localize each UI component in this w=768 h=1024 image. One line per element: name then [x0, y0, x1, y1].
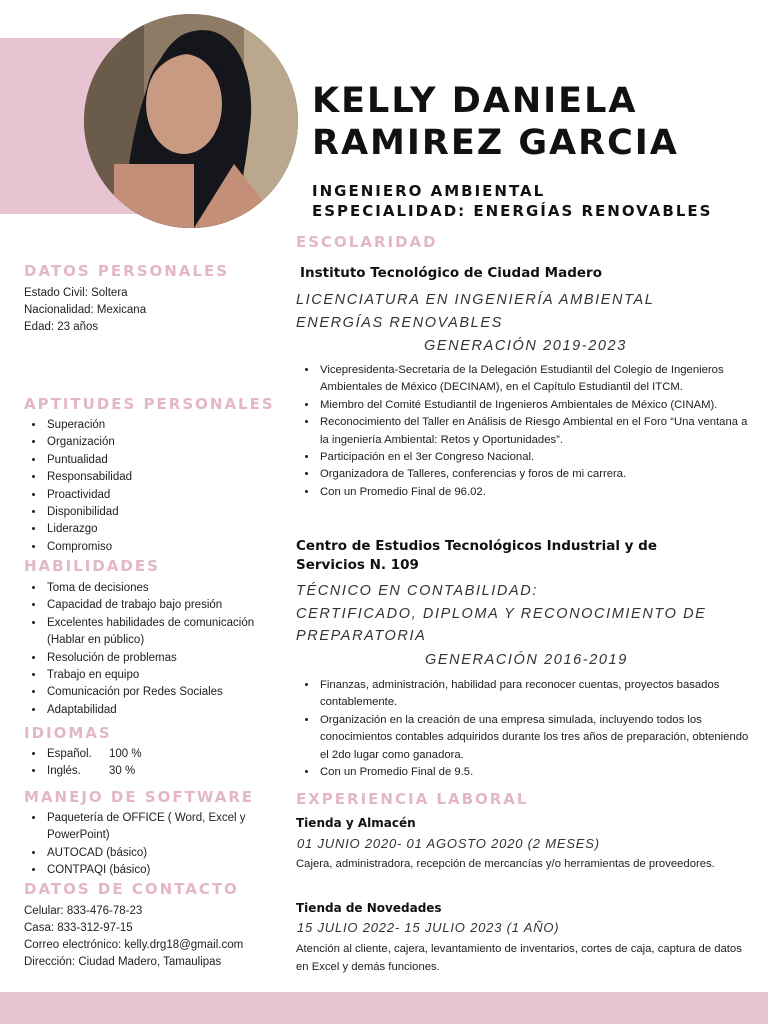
personal-heading: DATOS PERSONALES	[24, 262, 230, 280]
list-item: • Liderazgo	[45, 521, 264, 538]
personal-info	[24, 285, 146, 336]
job-description: Atención al cliente, cajera, levantamiento de inventarios, cortes de caja, captura de datos en Excel y demás funciones.	[296, 943, 742, 973]
degree-line: CERTIFICADO, DIPLOMA Y RECONOCIMIENTO DE	[296, 605, 707, 622]
footer-bar	[0, 992, 768, 1024]
personal-line: Estado Civil: Soltera	[24, 287, 128, 299]
job-period: 01 JUNIO 2020- 01 AGOSTO 2020 (2 MESES)	[297, 836, 600, 851]
job-company: Tienda de Novedades	[296, 901, 442, 915]
list-item: • Reconocimiento del Taller en Análisis de Riesgo Ambiental en el Foro “Una ventana a la ingeniería Ambiental: Retos y Oportunidades”.	[318, 414, 750, 449]
language-name: Inglés.	[47, 765, 81, 778]
list-item: • Con un Promedio Final de 9.5.	[318, 764, 754, 781]
name-line-1: KELLY DANIELA	[312, 81, 638, 121]
list-item: • Excelentes habilidades de comunicación (Hablar en público)	[45, 615, 276, 650]
title-line-2: ESPECIALIDAD: ENERGÍAS RENOVABLES	[312, 202, 713, 220]
job-period: 15 JULIO 2022- 15 JULIO 2023 (1 AÑO)	[297, 920, 560, 935]
education-heading: ESCOLARIDAD	[296, 233, 438, 251]
aptitudes-list	[24, 417, 264, 556]
experience-heading: EXPERIENCIA LABORAL	[296, 790, 529, 808]
school-name	[296, 537, 736, 575]
list-item: • Capacidad de trabajo bajo presión	[45, 597, 276, 614]
list-item: • Participación en el 3er Congreso Nacional.	[318, 449, 750, 466]
contact-email: Correo electrónico: kelly.drg18@gmail.com	[24, 939, 244, 951]
aptitudes-heading: APTITUDES PERSONALES	[24, 395, 275, 413]
list-item: • CONTPAQI (básico)	[45, 862, 264, 879]
list-item: • Organización	[45, 434, 264, 451]
name-line-2: RAMIREZ GARCIA	[312, 123, 679, 163]
contact-address: Dirección: Ciudad Madero, Tamaulipas	[24, 956, 222, 968]
degree-line: LICENCIATURA EN INGENIERÍA AMBIENTAL	[296, 292, 655, 308]
list-item: • Adaptabilidad	[45, 702, 276, 719]
personal-line: Edad: 23 años	[24, 321, 99, 333]
list-item: • Resolución de problemas	[45, 650, 276, 667]
contact-phone: Celular: 833-476-78-23	[24, 905, 143, 917]
list-item: • Compromiso	[45, 539, 264, 556]
contact-heading: DATOS DE CONTACTO	[24, 880, 239, 898]
languages-list	[24, 746, 264, 781]
profile-photo-graphic	[84, 14, 298, 228]
software-heading: MANEJO DE SOFTWARE	[24, 788, 255, 806]
job-company: Tienda y Almacén	[296, 816, 416, 830]
list-item: • Miembro del Comité Estudiantil de Ingenieros Ambientales de México (CINAM).	[318, 397, 750, 414]
list-item: • AUTOCAD (básico)	[45, 845, 264, 862]
degree-title	[296, 580, 706, 648]
school-name-line: Servicios N. 109	[296, 557, 419, 573]
language-level: 100 %	[109, 748, 142, 760]
list-item: • Responsabilidad	[45, 469, 264, 486]
school-achievements	[298, 362, 750, 501]
list-item	[45, 763, 264, 780]
degree-line: ENERGÍAS RENOVABLES	[296, 314, 503, 331]
school-name: Instituto Tecnológico de Ciudad Madero	[300, 265, 602, 281]
list-item: • Proactividad	[45, 487, 264, 504]
skills-heading: HABILIDADES	[24, 557, 160, 575]
list-item: • Finanzas, administración, habilidad para reconocer cuentas, proyectos basados contablemente.	[318, 677, 754, 712]
skills-list	[24, 580, 276, 719]
job-description: Cajera, administradora, recepción de mercancías y/o herramientas de proveedores.	[296, 858, 715, 870]
software-list	[24, 810, 264, 880]
list-item: • Puntualidad	[45, 452, 264, 469]
degree-line: TÉCNICO EN CONTABILIDAD:	[296, 583, 538, 599]
list-item: • Con un Promedio Final de 96.02.	[318, 484, 750, 501]
list-item: • Vicepresidenta-Secretaria de la Delegación Estudiantil del Colegio de Ingenieros Ambientales de México (DECINAM), en el Capítulo Estudiantil del ITCM.	[318, 362, 750, 397]
degree-period: GENERACIÓN 2016-2019	[425, 652, 628, 668]
list-item: • Organización en la creación de una empresa simulada, incluyendo todos los conocimientos contables adquiridos durante los tres años de preparación, obteniendo el 2do lugar como ganadora.	[318, 712, 754, 764]
list-item: • Trabajo en equipo	[45, 667, 276, 684]
language-level: 30 %	[109, 765, 136, 778]
contact-info	[24, 903, 243, 971]
title-line-1: INGENIERO AMBIENTAL	[312, 182, 546, 200]
list-item: • Superación	[45, 417, 264, 434]
school-achievements	[298, 677, 754, 781]
degree-period: GENERACIÓN 2019-2023	[424, 338, 627, 354]
degree-line: PREPARATORIA	[296, 628, 427, 644]
profile-photo	[84, 14, 298, 228]
candidate-name	[312, 80, 679, 164]
contact-home: Casa: 833-312-97-15	[24, 922, 133, 934]
language-name: Español.	[47, 748, 92, 760]
degree-title	[296, 289, 654, 334]
list-item: • Paquetería de OFFICE ( Word, Excel y PowerPoint)	[45, 810, 264, 845]
languages-heading: IDIOMAS	[24, 724, 112, 742]
candidate-title	[312, 181, 712, 221]
list-item: • Toma de decisiones	[45, 580, 276, 597]
list-item: • Comunicación por Redes Sociales	[45, 684, 276, 701]
personal-line: Nacionalidad: Mexicana	[24, 304, 147, 316]
list-item	[45, 746, 264, 763]
school-name-line: Centro de Estudios Tecnológicos Industrial y de	[296, 538, 658, 554]
list-item: • Disponibilidad	[45, 504, 264, 521]
list-item: • Organizadora de Talleres, conferencias y foros de mi carrera.	[318, 466, 750, 483]
